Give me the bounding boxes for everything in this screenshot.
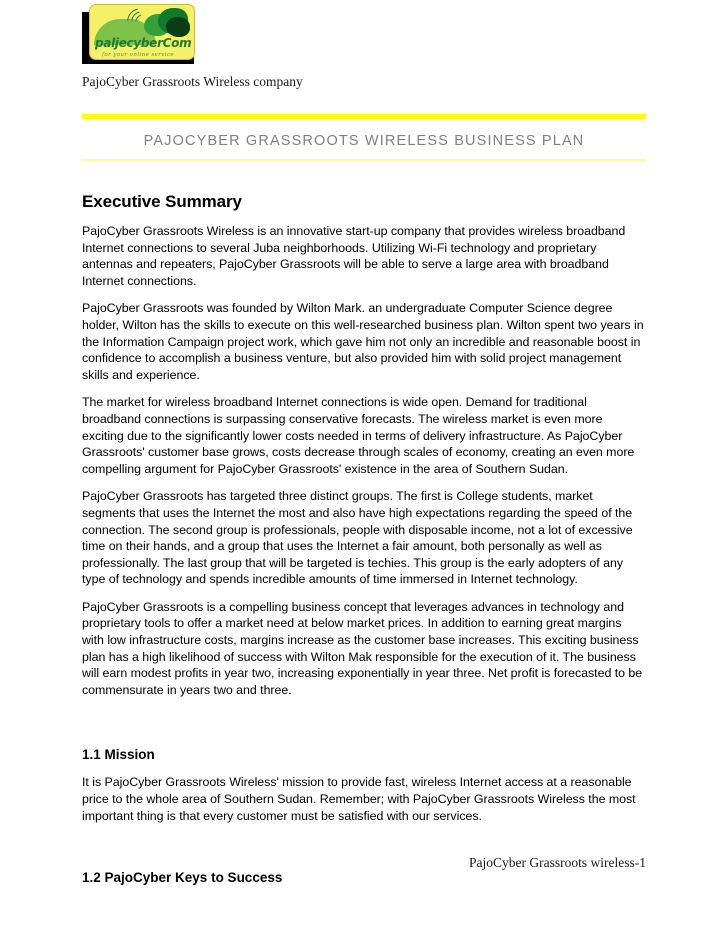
tree-leaf-dark <box>166 17 190 37</box>
logo-badge <box>89 4 195 60</box>
paragraph: PajoCyber Grassroots is a compelling business concept that leverages advances in technology and proprietary tools to offer a market need at below market prices. In addition to earning great margins with low infrastructure costs, margins increase as the customer base increases. This exciting business plan has a high likelihood of success with Wilton Mak responsible for the execution of it. The business will earn modest profits in year two, increasing exponentially in year three. Net profit is forecasted to be commensurate in years two and three. <box>82 599 643 697</box>
section-heading-executive-summary: Executive Summary <box>82 192 242 211</box>
logo-tagline: for your online service <box>102 52 175 58</box>
section-heading-keys-to-success: 1.2 PajoCyber Keys to Success <box>82 870 283 886</box>
company-logo <box>82 0 202 68</box>
paragraph: PajoCyber Grassroots has targeted three distinct groups. The first is College students, market segments that uses the Internet the most and also have high expectations regarding the speed of the connection. The second group is professionals, people with disposable income, not a lot of excessive time on their hands, and a group that uses the Internet a fair amount, both personally as well as professionally. The last group that will be targeted is techies. This group is the early adopters of any type of technology and spends incredible amounts of time immersed in Internet technology. <box>82 489 633 587</box>
company-name-line: PajoCyber Grassroots Wireless company <box>82 74 303 89</box>
paragraph: PajoCyber Grassroots was founded by Wilton Mark. an undergraduate Computer Science degree holder, Wilton has the skills to execute on this well-researched business plan. Wilton spent two years in the Information Campaign project work, which gave him not only an incredible and reasonable boost in confidence to accomplish a business venture, but also provided him with solid project management skills and experience. <box>82 301 644 382</box>
spacer <box>82 698 646 746</box>
page-title: PAJOCYBER GRASSROOTS WIRELESS BUSINESS PLAN <box>143 133 585 149</box>
logo-brand-text: paljecyberCom <box>95 36 192 50</box>
title-band <box>82 113 646 161</box>
section-heading-mission: 1.1 Mission <box>82 747 155 763</box>
yellow-rule-bottom <box>82 159 646 161</box>
page-footer: PajoCyber Grassroots wireless-1 <box>469 855 646 870</box>
yellow-rule-top <box>82 113 646 120</box>
yellow-rule-top-inner <box>82 114 646 119</box>
wireless-signal-icon <box>120 6 146 30</box>
logo-graphic <box>82 4 197 64</box>
paragraph: The market for wireless broadband Internet connections is wide open. Demand for traditional broadband connections is surpassing conservative forecasts. The wireless market is even more exciting due to the significantly lower costs needed in terms of delivery infrastructure. As PajoCyber Grassroots' customer base grows, costs decrease through scales of economy, creating an even more compelling argument for PajoCyber Grassroots' existence in the area of Southern Sudan. <box>82 395 635 476</box>
tree-icon <box>144 8 192 38</box>
document-content <box>82 0 646 897</box>
paragraph: It is PajoCyber Grassroots Wireless' mission to provide fast, wireless Internet access at a reasonable price to the whole area of Southern Sudan. Remember; with PajoCyber Grassroots Wireless the most important thing is that every customer must be satisfied with our services. <box>82 775 636 823</box>
paragraph: PajoCyber Grassroots Wireless is an innovative start-up company that provides wireless broadband Internet connections to several Juba neighborhoods. Utilizing Wi-Fi technology and proprietary antennas and repeaters, PajoCyber Grassroots will be able to serve a large area with broadband Internet connections. <box>82 224 626 288</box>
